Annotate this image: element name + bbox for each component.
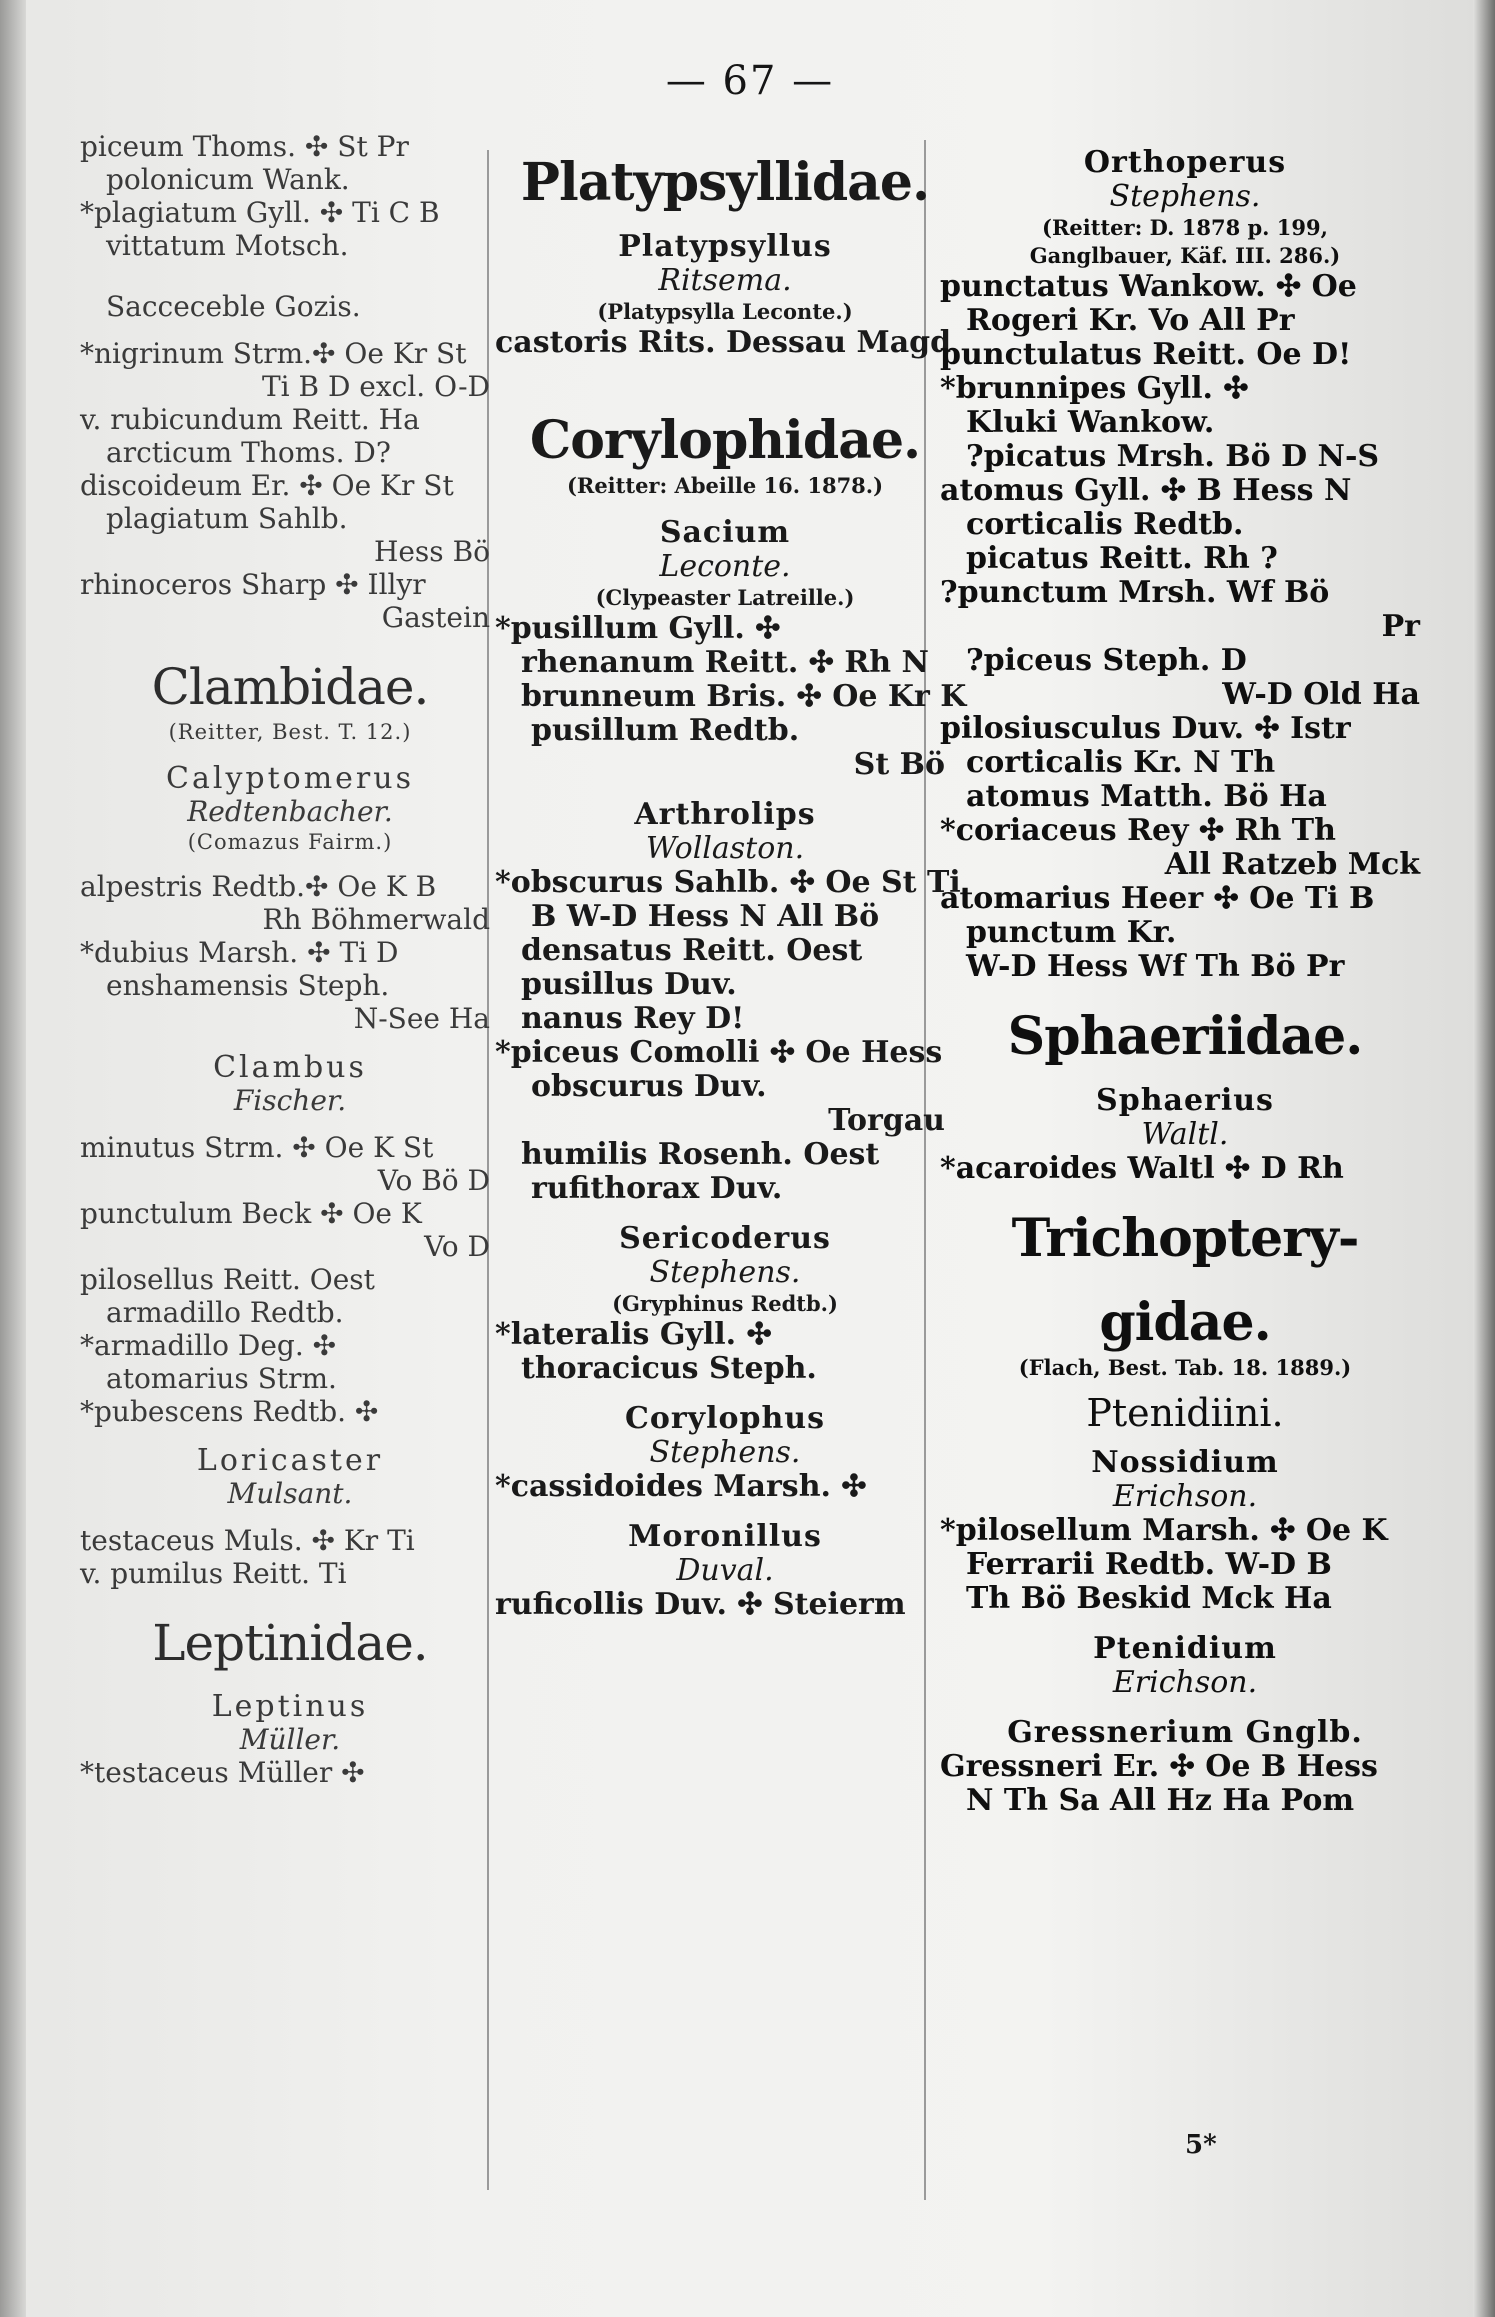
species-entry: corticalis Kr. N Th — [966, 745, 1276, 780]
reference-note: (Reitter, Best. T. 12.) — [168, 720, 412, 744]
family-heading: Sphaeriidae. — [1007, 1006, 1363, 1067]
species-entry: *cassidoides Marsh. ✣ — [495, 1469, 867, 1504]
species-entry: pilosellus Reitt. Oest — [80, 1263, 375, 1296]
page-left-edge — [0, 0, 26, 2317]
reference-note: (Comazus Fairm.) — [187, 830, 393, 854]
author-name: Stephens. — [649, 1255, 801, 1290]
species-entry: Ti B D excl. O-D — [261, 370, 490, 403]
species-entry: discoideum Er. ✣ Oe Kr St — [80, 469, 454, 502]
species-entry: enshamensis Steph. — [106, 969, 390, 1002]
species-entry: rhinoceros Sharp ✣ Illyr — [80, 568, 426, 601]
reference-note: (Gryphinus Redtb.) — [612, 1291, 838, 1316]
species-entry: Gastein — [381, 601, 490, 634]
species-entry: Th Bö Beskid Mck Ha — [966, 1581, 1332, 1616]
family-heading: Trichoptery- — [1011, 1208, 1359, 1269]
reference-note: (Reitter: Abeille 16. 1878.) — [566, 473, 884, 498]
species-entry: obscurus Duv. — [531, 1069, 767, 1104]
family-heading: Platypsyllidae. — [520, 152, 930, 213]
species-entry: ruficollis Duv. ✣ Steierm — [495, 1587, 906, 1622]
species-entry: Rogeri Kr. Vo All Pr — [966, 303, 1295, 338]
author-name: Redtenbacher. — [187, 795, 393, 828]
author-name: Fischer. — [233, 1084, 347, 1117]
species-entry: All Ratzeb Mck — [1164, 847, 1420, 882]
genus-heading: Sacium — [659, 515, 791, 550]
genus-heading: Loricaster — [196, 1443, 384, 1478]
species-entry: Vo Bö D — [377, 1164, 490, 1197]
species-entry: ?piceus Steph. D — [966, 643, 1247, 678]
species-entry: Hess Bö — [373, 535, 490, 568]
genus-heading: Moronillus — [628, 1519, 822, 1554]
species-entry: arcticum Thoms. D? — [106, 436, 391, 469]
species-entry: v. pumilus Reitt. Ti — [80, 1557, 347, 1590]
signature-mark: 5* — [1185, 2130, 1217, 2160]
family-heading: gidae. — [1099, 1292, 1271, 1353]
species-entry: Sacceceble Gozis. — [106, 290, 361, 323]
species-entry: minutus Strm. ✣ Oe K St — [80, 1131, 434, 1164]
species-entry: *armadillo Deg. ✣ — [80, 1329, 337, 1362]
genus-heading: Gressnerium Gnglb. — [1007, 1715, 1363, 1750]
middle-column — [495, 130, 967, 1622]
author-name: Waltl. — [1141, 1117, 1229, 1152]
species-entry: alpestris Redtb.✣ Oe K B — [80, 870, 437, 903]
species-entry: castoris Rits. Dessau Magd — [495, 325, 952, 360]
page-right-edge — [1473, 0, 1495, 2317]
author-name: Mulsant. — [227, 1477, 353, 1510]
species-entry: plagiatum Sahlb. — [106, 502, 348, 535]
author-name: Stephens. — [649, 1435, 801, 1470]
species-entry: *lateralis Gyll. ✣ — [495, 1317, 772, 1352]
reference-note: Ganglbauer, Käf. III. 286.) — [1029, 243, 1341, 268]
species-entry: punctulatus Reitt. Oe D! — [940, 337, 1352, 372]
species-entry: *pubescens Redtb. ✣ — [80, 1395, 379, 1428]
species-entry: N Th Sa All Hz Ha Pom — [966, 1783, 1355, 1818]
author-name: Müller. — [239, 1723, 341, 1756]
species-entry: picatus Reitt. Rh ? — [966, 541, 1278, 576]
species-entry: Pr — [1381, 609, 1420, 644]
genus-heading: Leptinus — [211, 1689, 369, 1724]
spacer — [80, 1510, 500, 1524]
species-entry: *pusillum Gyll. ✣ — [495, 611, 781, 646]
species-entry: densatus Reitt. Oest — [521, 933, 863, 968]
reference-note: (Flach, Best. Tab. 18. 1889.) — [1018, 1355, 1352, 1380]
author-name: Duval. — [676, 1553, 774, 1588]
spacer — [80, 323, 500, 337]
species-entry: *obscurus Sahlb. ✣ Oe St Ti — [495, 865, 961, 900]
species-entry: atomus Gyll. ✣ B Hess N — [940, 473, 1352, 508]
species-entry: *nigrinum Strm.✣ Oe Kr St — [80, 337, 467, 370]
genus-heading: Clambus — [213, 1050, 367, 1085]
genus-heading: Sericoderus — [619, 1221, 831, 1256]
species-entry: brunneum Bris. ✣ Oe Kr K — [521, 679, 967, 714]
species-entry: testaceus Muls. ✣ Kr Ti — [80, 1524, 415, 1557]
genus-heading: Arthrolips — [634, 797, 816, 832]
species-entry: atomus Matth. Bö Ha — [966, 779, 1327, 814]
author-name: Leconte. — [659, 549, 791, 584]
species-entry: Gressneri Er. ✣ Oe B Hess — [940, 1749, 1378, 1784]
genus-heading: Platypsyllus — [618, 229, 832, 264]
reference-note: (Platypsylla Leconte.) — [597, 299, 853, 324]
spacer — [80, 262, 500, 290]
genus-heading: Corylophus — [624, 1401, 826, 1436]
author-name: Erichson. — [1112, 1479, 1258, 1514]
species-entry: ?picatus Mrsh. Bö D N-S — [966, 439, 1380, 474]
author-name: Wollaston. — [645, 831, 805, 866]
species-entry: polonicum Wank. — [106, 163, 350, 196]
species-entry: v. rubicundum Reitt. Ha — [80, 403, 420, 436]
species-entry: Ferrarii Redtb. W-D B — [966, 1547, 1332, 1582]
species-entry: atomarius Strm. — [106, 1362, 337, 1395]
species-entry: punctulum Beck ✣ Oe K — [80, 1197, 422, 1230]
species-entry: armadillo Redtb. — [106, 1296, 344, 1329]
species-entry: pusillum Redtb. — [531, 713, 800, 748]
species-entry: humilis Rosenh. Oest — [521, 1137, 880, 1172]
species-entry: St Bö — [853, 747, 945, 782]
species-entry: *dubius Marsh. ✣ Ti D — [80, 936, 399, 969]
species-entry: nanus Rey D! — [521, 1001, 745, 1036]
genus-heading: Calyptomerus — [166, 761, 414, 796]
family-heading: Corylophidae. — [529, 410, 921, 471]
family-heading: Leptinidae. — [152, 1614, 428, 1672]
author-name: Erichson. — [1112, 1665, 1258, 1700]
species-entry: thoracicus Steph. — [521, 1351, 817, 1386]
spacer — [495, 360, 955, 388]
species-entry: *brunnipes Gyll. ✣ — [940, 371, 1249, 406]
species-entry: Torgau — [828, 1103, 945, 1138]
species-entry: punctum Kr. — [966, 915, 1177, 950]
species-entry: W-D Old Ha — [1222, 677, 1420, 712]
genus-heading: Sphaerius — [1096, 1083, 1274, 1118]
reference-note: (Reitter: D. 1878 p. 199, — [1042, 215, 1328, 240]
left-column — [80, 130, 500, 1789]
species-entry: rufithorax Duv. — [531, 1171, 783, 1206]
page-number: — 67 — — [665, 58, 835, 104]
species-entry: *piceus Comolli ✣ Oe Hess — [495, 1035, 943, 1070]
species-entry: vittatum Motsch. — [106, 229, 349, 262]
species-entry: *plagiatum Gyll. ✣ Ti C B — [80, 196, 440, 229]
species-entry: *acaroides Waltl ✣ D Rh — [940, 1151, 1344, 1186]
genus-heading: Nossidium — [1091, 1445, 1279, 1480]
species-entry: Vo D — [424, 1230, 490, 1263]
species-entry: *testaceus Müller ✣ — [80, 1756, 365, 1789]
species-entry: piceum Thoms. ✣ St Pr — [80, 130, 409, 163]
author-name: Stephens. — [1109, 179, 1261, 214]
species-entry: N-See Ha — [353, 1002, 490, 1035]
right-column — [940, 130, 1430, 1818]
species-entry: corticalis Redtb. — [966, 507, 1244, 542]
species-entry: *coriaceus Rey ✣ Rh Th — [940, 813, 1336, 848]
species-entry: rhenanum Reitt. ✣ Rh N — [521, 645, 929, 680]
species-entry: pusillus Duv. — [521, 967, 737, 1002]
author-name: Ritsema. — [658, 263, 792, 298]
species-entry: Rh Böhmerwald — [262, 903, 490, 936]
family-heading: Clambidae. — [151, 658, 429, 716]
species-entry: atomarius Heer ✣ Oe Ti B — [940, 881, 1375, 916]
genus-heading: Orthoperus — [1083, 145, 1287, 180]
tribe-heading: Ptenidiini. — [1086, 1391, 1284, 1435]
spacer — [80, 856, 500, 870]
species-entry: Kluki Wankow. — [966, 405, 1215, 440]
species-entry: B W-D Hess N All Bö — [531, 899, 880, 934]
species-entry: pilosiusculus Duv. ✣ Istr — [940, 711, 1351, 746]
species-entry: punctatus Wankow. ✣ Oe — [940, 269, 1357, 304]
species-entry: ?punctum Mrsh. Wf Bö — [940, 575, 1330, 610]
species-entry: *pilosellum Marsh. ✣ Oe K — [940, 1513, 1388, 1548]
species-entry: W-D Hess Wf Th Bö Pr — [966, 949, 1345, 984]
genus-heading: Ptenidium — [1093, 1631, 1277, 1666]
spacer — [80, 1117, 500, 1131]
reference-note: (Clypeaster Latreille.) — [595, 585, 855, 610]
